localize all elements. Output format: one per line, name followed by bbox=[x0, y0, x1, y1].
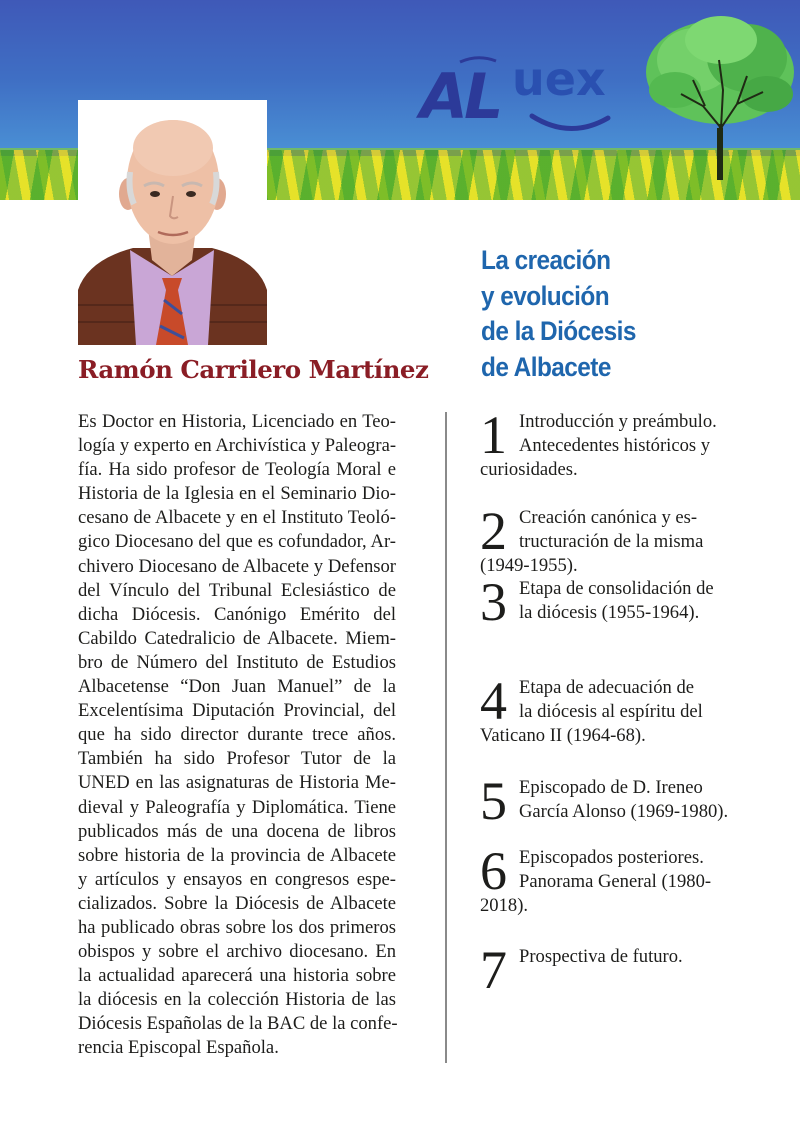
toc-item-6 bbox=[480, 841, 780, 919]
toc-item-text bbox=[480, 945, 780, 969]
bio-line: sobre historia de la provincia de Albacete bbox=[78, 844, 396, 866]
bio-line: Diócesis Españolas de la BAC de la confe- bbox=[78, 1013, 398, 1035]
bio-line: gico Diocesano del que es cofundador, Ar- bbox=[78, 531, 396, 553]
bio-line: dieval y Paleografía y Diplomática. Tiene bbox=[78, 796, 396, 818]
toc-line: García Alonso (1969-1980). bbox=[519, 801, 729, 823]
toc-line: 2018). bbox=[480, 895, 529, 917]
aluex-logo bbox=[420, 48, 630, 138]
toc-item-number: 1 bbox=[480, 405, 507, 465]
bio-line: la diócesis en la colección Historia de las bbox=[78, 989, 396, 1011]
column-divider bbox=[445, 412, 447, 1063]
title-line: y evolución bbox=[481, 280, 610, 311]
toc-item-2 bbox=[480, 501, 780, 579]
bio-line: fía. Ha sido profesor de Teología Moral e bbox=[78, 459, 396, 481]
bio-line: cializados. Sobre la Diócesis de Albacete bbox=[78, 892, 396, 914]
toc-line: Creación canónica y es- bbox=[519, 507, 698, 528]
toc-line: Etapa de adecuación de bbox=[519, 677, 694, 698]
bio-line: chivero Diocesano de Albacete y Defensor bbox=[78, 555, 396, 577]
bio-line: obispos y sobre el archivo diocesano. En bbox=[78, 941, 396, 963]
toc-item-5 bbox=[480, 771, 780, 831]
bio-line: También ha sido Profesor Tutor de la bbox=[78, 748, 396, 770]
bio-line: la actualidad aparecerá una historia sobre bbox=[78, 965, 396, 987]
bio-line: rencia Episcopal Española. bbox=[78, 1037, 279, 1059]
portrait-photo bbox=[78, 100, 267, 345]
bio-line: bro de Número del Instituto de Estudios bbox=[78, 651, 396, 673]
bio-line: Es Doctor en Historia, Licenciado en Teo- bbox=[78, 411, 396, 432]
toc-line: Episcopados posteriores. bbox=[519, 847, 704, 868]
book-title bbox=[481, 243, 757, 385]
bio-line: Excelentísima Diputación Provincial, del bbox=[78, 700, 396, 722]
toc-line: la diócesis (1955-1964). bbox=[519, 602, 700, 624]
bio-line: publicados más de una docena de libros bbox=[78, 820, 396, 842]
title-line: de Albacete bbox=[481, 351, 611, 382]
toc-item-text bbox=[480, 501, 780, 579]
toc-line: (1949-1955). bbox=[480, 555, 578, 577]
toc-item-text bbox=[480, 577, 780, 625]
toc-line: Vaticano II (1964-68). bbox=[480, 725, 646, 747]
bio-line: dicha Diócesis. Canónigo Emérito del bbox=[78, 603, 396, 625]
bio-line: del Vínculo del Tribunal Eclesiástico de bbox=[78, 579, 396, 601]
toc-line: Antecedentes históricos y bbox=[519, 435, 711, 457]
toc-item-number: 7 bbox=[480, 940, 507, 1000]
title-line: de la Diócesis bbox=[481, 316, 636, 346]
toc-item-number: 4 bbox=[480, 671, 507, 731]
bio-line: logía y experto en Archivística y Paleogra- bbox=[78, 435, 397, 457]
bio-line: Cabildo Catedralicio de Albacete. Miem- bbox=[78, 627, 396, 649]
bio-line: Albacetense “Don Juan Manuel” de la bbox=[78, 676, 396, 698]
toc-item-text bbox=[480, 405, 780, 483]
toc-line: la diócesis al espíritu del bbox=[519, 701, 703, 723]
toc-item-number: 2 bbox=[480, 501, 507, 561]
author-bio bbox=[78, 410, 396, 1061]
logo-text-secondary: uex bbox=[512, 52, 606, 106]
toc-line: curiosidades. bbox=[480, 459, 578, 481]
bio-line: que ha sido director durante trece años. bbox=[78, 724, 396, 746]
toc-line: Panorama General (1980- bbox=[519, 871, 712, 893]
toc-line: tructuración de la misma bbox=[519, 531, 704, 553]
toc-item-number: 3 bbox=[480, 572, 507, 632]
toc-item-4 bbox=[480, 671, 780, 749]
bio-line: y artículos y ensayos en congresos espe- bbox=[78, 868, 396, 890]
toc-item-text bbox=[480, 776, 780, 824]
title-line: La creación bbox=[481, 245, 611, 275]
toc-item-7 bbox=[480, 940, 780, 1000]
author-portrait bbox=[78, 100, 267, 345]
toc-item-text bbox=[480, 841, 780, 919]
bio-line: Historia de la Iglesia en el Seminario Dio- bbox=[78, 483, 396, 505]
toc-item-text bbox=[480, 671, 780, 749]
toc-line: Episcopado de D. Ireneo bbox=[519, 777, 703, 798]
toc-item-number: 5 bbox=[480, 771, 507, 831]
bio-line: cesano de Albacete y en el Instituto Teoló- bbox=[78, 507, 396, 529]
toc-line: Introducción y preámbulo. bbox=[519, 411, 717, 432]
toc-line: Prospectiva de futuro. bbox=[519, 946, 683, 967]
toc-item-3 bbox=[480, 572, 780, 632]
bio-line: UNED en las asignaturas de Historia Me- bbox=[78, 772, 396, 794]
tree-illustration bbox=[635, 10, 800, 180]
toc-line: Etapa de consolidación de bbox=[519, 578, 714, 599]
logo-text-primary: AL bbox=[420, 60, 500, 133]
bio-line: ha publicado obras sobre los dos primeros bbox=[78, 916, 396, 938]
toc-item-number: 6 bbox=[480, 841, 507, 901]
author-name: Ramón Carrilero Martínez bbox=[78, 355, 429, 384]
toc-item-1 bbox=[480, 405, 780, 483]
